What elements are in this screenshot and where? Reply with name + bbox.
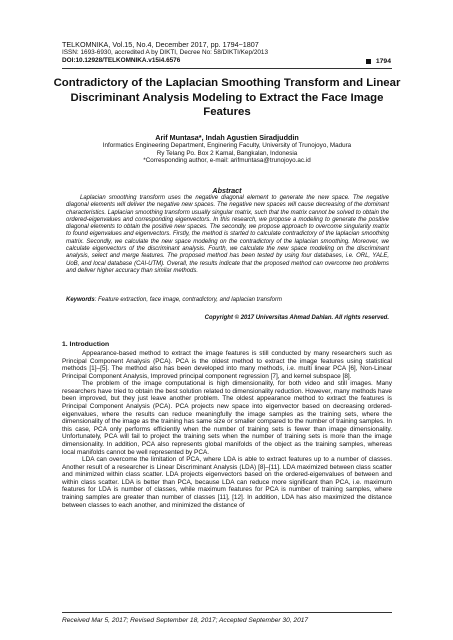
- journal-header: [62, 41, 392, 66]
- square-bullet-icon: [366, 59, 371, 64]
- page-number: [366, 58, 391, 65]
- paper-title: Contradictory of the Laplacian Smoothing Transform and Linear Discriminant Analysis Modeling to Extract the Face Image Features: [53, 77, 401, 119]
- body-paragraph: LDA can overcome the limitation of PCA, where LDA is able to extract features up to a number of classes. Another result of a researcher is Linear Discriminant Analysis (LDA) [8]–[11]. LDA maximized between class scatter and minimized within class scatter. LDA projects eigenvectors based on the ordered-eigenvalues of between and within class scatter. LDA is better than PCA, because LDA can reduce more significant than PCA, i.e. maximum features for LDA is number of classes, while maximum features for PCA is number of training samples, where training samples are greater than number of classes [11], [12]. In addition, LDA has also maximized the distance between classes to each another, and minimized the distance of: [62, 456, 392, 509]
- authors: Arif Muntasa*, Indah Agustien Siradjuddin: [155, 133, 299, 142]
- keywords-label: Keywords: [66, 297, 95, 303]
- footer-rule: [62, 612, 392, 613]
- keywords-text: : Feature extraction, face image, contradictory, and laplacian transform: [94, 297, 282, 303]
- received-dates: Received Mar 5, 2017; Revised September 18, 2017; Accepted September 30, 2017: [62, 617, 309, 624]
- page-number-text: 1794: [375, 58, 391, 65]
- issn-line: ISSN: 1693-6930, accredited A by DIKTI, Decree No: 58/DIKTI/Kep/2013: [62, 49, 269, 57]
- copyright: Copyright © 2017 Universitas Ahmad Dahlan. All rights reserved.: [204, 315, 389, 321]
- abstract-heading: Abstract: [212, 186, 242, 195]
- affiliation: [62, 142, 392, 165]
- section-heading: 1. Introduction: [62, 341, 110, 348]
- body-paragraph: Appearance-based method to extract the image features is still conducted by many researchers such as Principal Component Analysis (PCA). PCA is the oldest method to extract the image features using statistical methods [1]–[5]. The method also has been developed into many methods, i.e. multi linear PCA [6], Non-Linear Principal Component Analysis, Improved principal component regression [7], and kernel subspace [8].: [62, 350, 392, 380]
- journal-line: TELKOMNIKA, Vol.15, No.4, December 2017, pp. 1794~1807: [62, 40, 259, 49]
- affiliation-line: Informatics Engineering Department, Enginering Faculty, University of Trunojoyo, Madura: [102, 142, 352, 149]
- corresponding-author: *Corresponding author, e-mail: arifmuntasa@trunojoyo.ac.id: [143, 157, 311, 165]
- header-rule: [62, 68, 392, 69]
- keywords: [66, 297, 389, 303]
- affiliation-line: Ry Telang Po. Box 2 Kamal, Bangkalan, Indonesia: [156, 149, 298, 157]
- abstract-text: Laplacian smoothing transform uses the negative diagonal element to generate the new space. The negative diagonal elements will deliver the negative new spaces. The negative new spaces will cause decreasing of the dominant characteristics. Laplacian smoothing transform usually singular matrix, such that the matrix cannot be solved to obtain the ordered-eigenvalues and corresponding eigenvectors. In this research, we propose a modeling to generate the positive diagonal elements to obtain the positive new spaces. The secondly, we propose approach to overcome singularity matrix to found eigenvalues and eigenvectors. Firstly, the method is started to calculate contradictory of the laplacian smoothing matrix. Secondly, we calculate the new space modeling on the contradictory of the laplacian smoothing. Moreover, we calculate eigenvectors of the discriminant analysis. Fourth, we calculate the new space modeling on the discriminant analysis, select and merge features. The proposed method has been tested by using four databases, i.e. ORL, YALE, UoB, and local database (CAI-UTM). Overall, the results indicate that the proposed method can overcome two problems and deliver higher accuracy than similar methods.: [66, 195, 389, 274]
- section-body: [62, 350, 392, 509]
- doi-line: DOI:10.12928/TELKOMNIKA.v15i4.6576: [62, 57, 181, 65]
- body-paragraph: The problem of the image computational is high dimensionality, for both video and still images. Many researchers have tried to obtain the best solution related to dimensionality reduction. However, many methods have been improved, but they just leave another problem. The oldest appearance method to extract the features is Principal Component Analysis (PCA). PCA projects new space into eigenvector based on decreasing ordered-eigenvalues, where the results can reduce meaningfully the image samples as the training sets, where the dimensionality of the image as the training has same size or smaller compared to the number of training samples. In this case, PCA only performs efficiently when the number of training sets is fewer than image dimensionality. Unfortunately, PCA will fail to project the training sets when the number of training sets is more than the image dimensionality. In addition, PCA also represents global manifolds of the object as the training samples, whereas local manifolds cannot be well represented by PCA.: [62, 380, 392, 456]
